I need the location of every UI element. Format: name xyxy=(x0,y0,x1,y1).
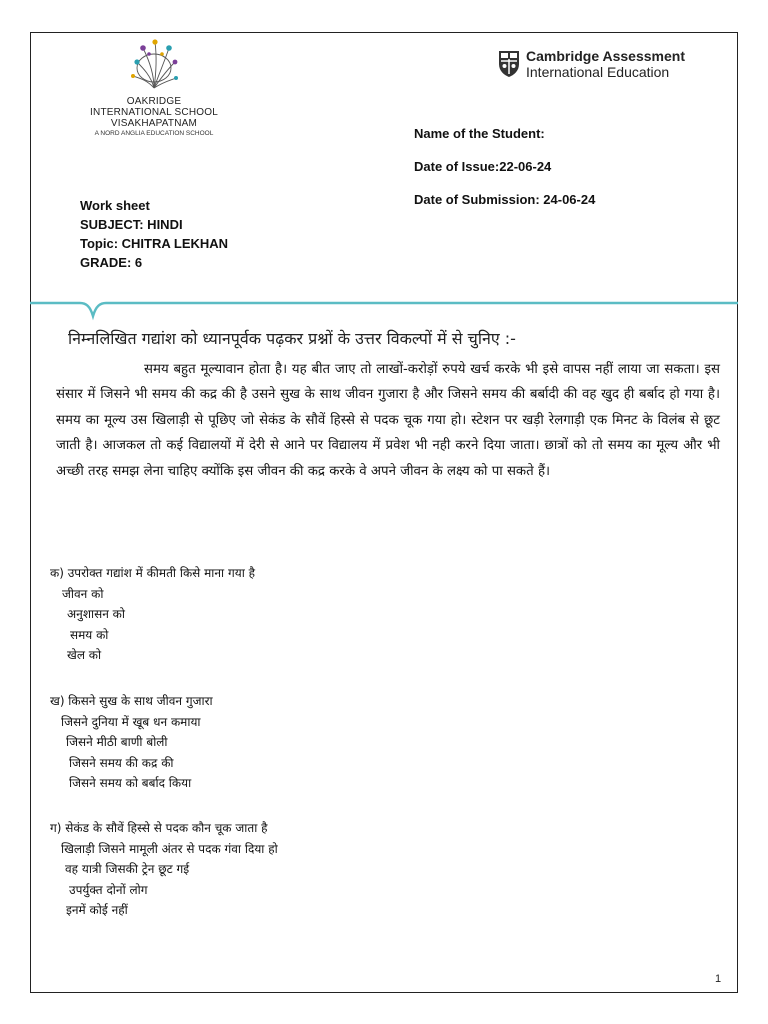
cambridge-logo xyxy=(498,48,685,80)
option-1: जीवन को xyxy=(62,586,104,601)
page-number: 1 xyxy=(715,973,722,985)
option-3: जिसने समय की कद्र की xyxy=(69,755,174,770)
student-name-label: Name of the Student: xyxy=(414,126,545,141)
option-1: जिसने दुनिया में खूब धन कमाया xyxy=(61,714,201,729)
question-text: क) उपरोक्त गद्यांश में कीमती किसे माना गया है xyxy=(50,566,255,580)
option-2: जिसने मीठी बाणी बोली xyxy=(66,735,168,749)
school-name-line1: OAKRIDGE xyxy=(126,96,182,107)
worksheet-label: Work sheet xyxy=(80,198,150,213)
oakridge-dandelion-logo-icon xyxy=(129,38,179,90)
option-2: वह यात्री जिसकी ट्रेन छूट गई xyxy=(65,862,190,876)
option-4: इनमें कोई नहीं xyxy=(66,903,128,917)
submission-date: Date of Submission: 24-06-24 xyxy=(414,192,596,207)
grade-label: GRADE: 6 xyxy=(80,255,143,270)
cambridge-shield-icon xyxy=(498,50,520,78)
question-text: ख) किसने सुख के साथ जीवन गुजारा xyxy=(50,694,213,708)
question-text: ग) सेकंड के सौवें हिस्से से पदक कौन चूक जाता है xyxy=(50,821,268,835)
question-2 xyxy=(50,691,213,794)
instruction-heading: निम्नलिखित गद्यांश को ध्यानपूर्वक पढ़कर प्रश्नों के उत्तर विकल्पों में से चुनिए :- xyxy=(68,329,516,348)
option-4: खेल को xyxy=(67,648,102,662)
worksheet-meta xyxy=(80,196,228,272)
option-2: अनुशासन को xyxy=(67,607,126,621)
issue-date: Date of Issue:22-06-24 xyxy=(414,159,552,174)
option-1: खिलाड़ी जिसने मामूली अंतर से पदक गंवा दिया हो xyxy=(61,841,278,856)
passage: समय बहुत मूल्यावान होता है। यह बीत जाए तो लाखों-करोड़ों रुपये खर्च करके भी इसे वापस नहीं लाया जा सकता। इस संसार में जिसने भी समय की कद्र की है उसने सुख के साथ जीवन गुजारा है और जिसने समय की बर्बादी की वह खुद ही बर्बाद हो गया है। समय का मूल्य उस खिलाड़ी से पूछिए जो सेकंड के सौवें हिस्से से पदक चूक गया हो। स्टेशन पर खड़ी रेलगाड़ी एक मिनट के विलंब से छूट जाती है। आजकल तो कई विद्यालयों में देरी से आने पर विद्यालय में प्रवेश भी नही करने दिया जाता। छात्रों को तो समय का मूल्य और भी अच्छी तरह समझ लेना चाहिए क्योंकि इस जीवन की कद्र करके वे अपने जीवन के लक्ष्य को पा सकते हैं। xyxy=(56,362,720,479)
option-3: उपर्युक्त दोनों लोग xyxy=(69,882,148,897)
school-name-line2: INTERNATIONAL SCHOOL xyxy=(90,107,218,118)
cambridge-name: Cambridge Assessment xyxy=(526,48,685,64)
option-4: जिसने समय को बर्बाद किया xyxy=(69,776,192,790)
school-name-line3: VISAKHAPATNAM xyxy=(110,118,198,129)
option-3: समय को xyxy=(70,627,109,642)
subject-label: SUBJECT: HINDI xyxy=(80,217,183,232)
header-divider xyxy=(30,294,738,324)
cambridge-subtitle: International Education xyxy=(526,64,670,80)
question-1 xyxy=(50,563,255,666)
school-tagline: A NORD ANGLIA EDUCATION SCHOOL xyxy=(94,130,214,137)
school-logo xyxy=(76,38,232,139)
question-3 xyxy=(50,818,278,921)
topic-label: Topic: CHITRA LEKHAN xyxy=(80,236,229,251)
